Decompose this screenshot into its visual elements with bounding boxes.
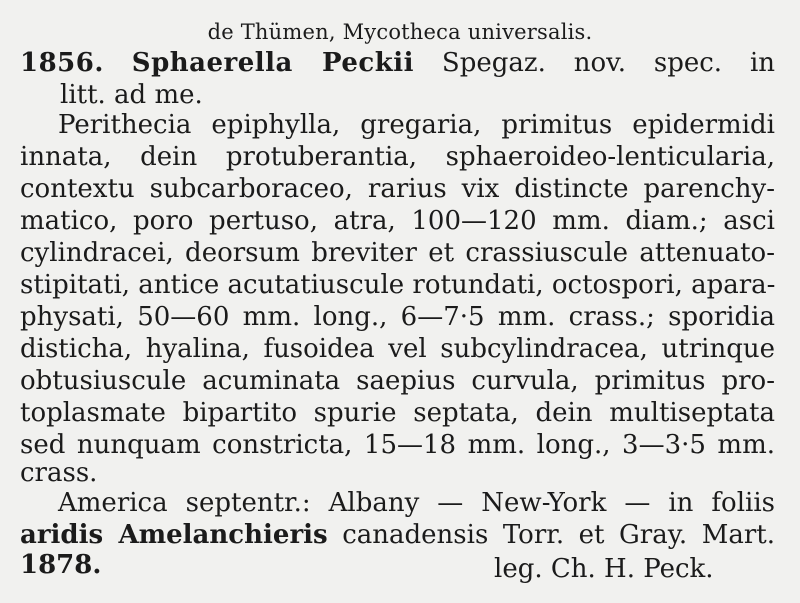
collector-credit: leg. Ch. H. Peck. xyxy=(494,554,714,584)
description-line: contextu subcarboraceo, rarius vix distincte parenchy- xyxy=(20,174,775,204)
collection-year: 1878. xyxy=(20,550,102,580)
description-line: matico, poro pertuso, atra, 100—120 mm. diam.; asci xyxy=(20,206,775,236)
species-name: Sphaerella Peckii xyxy=(131,48,415,78)
description-line: cylindracei, deorsum breviter et crassiuscule attenuato- xyxy=(20,238,775,268)
description-line: innata, dein protuberantia, sphaeroideo-lenticularia, xyxy=(20,142,775,172)
host-plant-rest: canadensis Torr. et Gray. Mart. xyxy=(342,520,776,550)
description-line: sed nunquam constricta, 15—18 mm. long., 3—3·5 mm. xyxy=(20,430,775,460)
entry-title-line xyxy=(20,48,775,78)
entry-number: 1856. xyxy=(20,48,104,78)
host-plant-bold: aridis Amelanchieris xyxy=(20,520,328,550)
description-line: stipitati, antice acutatiuscule rotundati, octospori, apara- xyxy=(20,270,776,300)
description-line: toplasmate bipartito spurie septata, dein multiseptata xyxy=(20,398,775,428)
running-header: de Thümen, Mycotheca universalis. xyxy=(207,20,593,44)
description-line: physati, 50—60 mm. long., 6—7·5 mm. crass.; sporidia xyxy=(20,302,775,332)
locality-line-2 xyxy=(20,520,775,550)
description-line: obtusiuscule acuminata saepius curvula, primitus pro- xyxy=(20,366,775,396)
description-line: disticha, hyalina, fusoidea vel subcylindracea, utrinque xyxy=(20,334,775,364)
description-line: Perithecia epiphylla, gregaria, primitus epidermidi xyxy=(58,110,775,140)
authority-text: Spegaz. nov. spec. in xyxy=(441,48,776,78)
description-line: crass. xyxy=(20,458,98,488)
locality-line: America septentr.: Albany — New-York — in foliis xyxy=(58,488,775,518)
authority-continuation: litt. ad me. xyxy=(60,80,203,110)
